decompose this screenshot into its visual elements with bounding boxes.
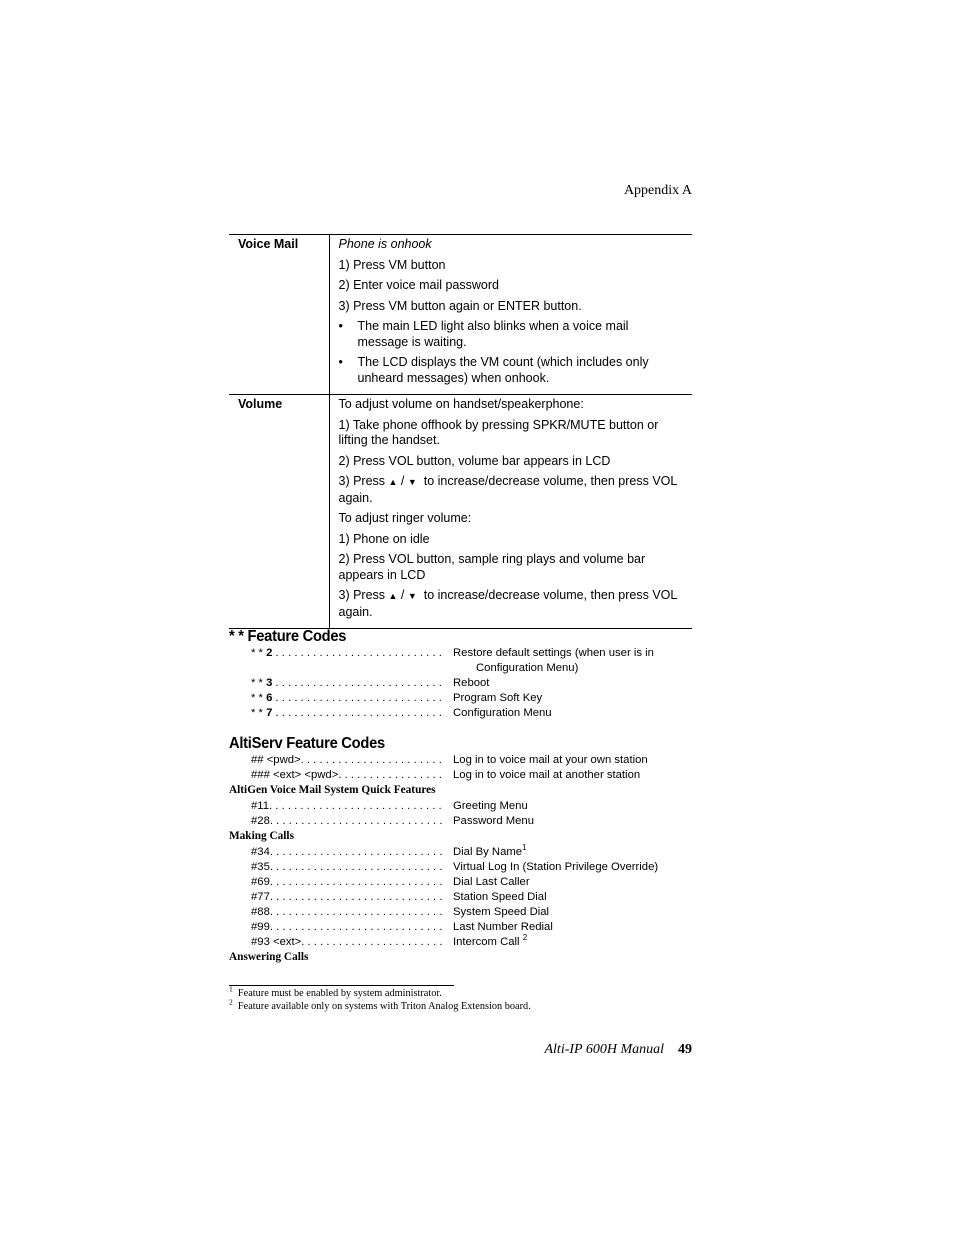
voicemail-condition: Phone is onhook (338, 237, 432, 251)
footnote-text: Feature available only on systems with Triton Analog Extension board. (237, 1001, 531, 1012)
code-description: Virtual Log In (Station Privilege Override) (453, 861, 659, 873)
press-text: 3) Press (338, 588, 386, 602)
bullet-text: The main LED light also blinks when a voice mail message is waiting. (357, 319, 629, 349)
up-arrow-icon: ▲ (388, 591, 398, 601)
feature-code-row (229, 753, 699, 768)
feature-code-row (229, 920, 699, 935)
code-description: Last Number Redial (453, 921, 553, 933)
voicemail-step: 3) Press VM button again or ENTER button. (338, 298, 582, 313)
footnote-divider (229, 985, 454, 986)
feature-code-row (229, 875, 699, 890)
code-description: Restore default settings (when user is in (453, 647, 654, 659)
volume-label: Volume (229, 395, 329, 629)
volume-step: 3) Press ▲ / ▼ to increase/decrease volume, then press VOL again. (338, 474, 677, 505)
altiserv-heading: AltiServ Feature Codes (229, 735, 385, 752)
bullet-text: The LCD displays the VM count (which includes only unheard messages) when onhook. (357, 355, 649, 385)
code-number: 7 (266, 707, 273, 719)
code-cell: #69. . . . . . . . . . . . . . . . . . . . . . . . . . . . (251, 876, 443, 888)
code-cell: #93 <ext>. . . . . . . . . . . . . . . . . . . . . . . (251, 936, 443, 948)
volume-step: 1) Take phone offhook by pressing SPKR/MUTE button or lifting the handset. (338, 417, 659, 447)
code-cell: #34. . . . . . . . . . . . . . . . . . . . . . . . . . . . (251, 846, 443, 858)
code-cell: #11. . . . . . . . . . . . . . . . . . . . . . . . . . . . (251, 800, 442, 812)
voicemail-bullet (339, 319, 683, 350)
voicemail-step: 2) Enter voice mail password (338, 278, 499, 292)
footnote-marker: 1 (522, 843, 527, 853)
feature-code-row (229, 845, 699, 860)
footnote-number: 1 (229, 984, 233, 994)
code-cell: ### <ext> <pwd>. . . . . . . . . . . . . . . . . (251, 769, 442, 781)
code-prefix: * * (251, 707, 267, 719)
making-calls-heading: Making Calls (229, 830, 294, 842)
code-description: Configuration Menu (453, 707, 552, 719)
feature-code-row (229, 676, 699, 691)
code-description: Station Speed Dial (453, 891, 547, 903)
page-number: 49 (678, 1042, 692, 1057)
feature-code-row (229, 890, 699, 905)
code-prefix: * * (251, 677, 267, 689)
code-cell: #35. . . . . . . . . . . . . . . . . . . . . . . . . . . . (251, 861, 443, 873)
description-text: Dial By Name (453, 846, 523, 858)
altiserv-section (229, 735, 699, 966)
feature-code-row (229, 860, 699, 875)
voicemail-label: Voice Mail (229, 235, 329, 395)
code-cell (251, 706, 442, 721)
feature-code-row (229, 935, 699, 950)
code-description: Password Menu (453, 815, 534, 827)
bullet-dot: • (338, 319, 343, 333)
feature-code-row (229, 814, 699, 829)
code-cell: #99. . . . . . . . . . . . . . . . . . . . . . . . . . . . (251, 921, 443, 933)
footnote-text: Feature must be enabled by system administrator. (237, 988, 442, 999)
code-description: Program Soft Key (453, 692, 543, 704)
volume-row (229, 395, 692, 629)
bullet-dot: • (338, 355, 343, 369)
page-footer (544, 1042, 692, 1058)
leader-dots: . . . . . . . . . . . . . . . . . . . . . . . . . . . (272, 707, 442, 719)
feature-code-row (229, 706, 699, 721)
feature-code-row (229, 646, 699, 661)
footnote-marker: 2 (522, 933, 528, 943)
code-cell: #28. . . . . . . . . . . . . . . . . . . . . . . . . . . . (251, 815, 443, 827)
feature-table (229, 234, 692, 629)
page-header: Appendix A (623, 183, 692, 198)
code-cell (251, 676, 442, 691)
code-cell (251, 691, 442, 706)
feature-code-row (229, 691, 699, 706)
code-description: Log in to voice mail at your own station (453, 754, 648, 766)
code-prefix: * * (251, 692, 267, 704)
description-text: Intercom Call (453, 936, 523, 948)
answering-calls-heading: Answering Calls (229, 951, 309, 963)
code-cell: #88. . . . . . . . . . . . . . . . . . . . . . . . . . . . (251, 906, 443, 918)
code-description: Log in to voice mail at another station (453, 769, 641, 781)
code-description: Configuration Menu) (476, 662, 579, 674)
code-description: System Speed Dial (453, 906, 550, 918)
feature-code-row-continued (229, 661, 699, 676)
code-description: Dial Last Caller (453, 876, 530, 888)
press-rest-text: to increase/decrease volume, then press VOL again. (338, 474, 677, 505)
code-description (453, 935, 527, 950)
feature-code-row (229, 905, 699, 920)
leader-dots: . . . . . . . . . . . . . . . . . . . . . . . . . . . (272, 647, 442, 659)
code-cell: #77. . . . . . . . . . . . . . . . . . . . . . . . . . . . (251, 891, 443, 903)
code-description (453, 845, 527, 860)
volume-step: 1) Phone on idle (338, 531, 430, 546)
footnote-number: 2 (229, 997, 233, 1007)
code-description: Reboot (453, 677, 490, 689)
code-number: 2 (266, 647, 273, 659)
leader-dots: . . . . . . . . . . . . . . . . . . . . . . . . . . . (272, 692, 442, 704)
star-codes-heading: * * Feature Codes (229, 628, 347, 645)
volume-ringer-intro: To adjust ringer volume: (338, 511, 472, 525)
down-arrow-icon: ▼ (407, 477, 417, 487)
press-text: 3) Press (338, 474, 386, 488)
code-cell: ## <pwd>. . . . . . . . . . . . . . . . . . . . . . . (251, 754, 442, 766)
footnote (229, 984, 442, 999)
leader-dots: . . . . . . . . . . . . . . . . . . . . . . . . . . . (272, 677, 442, 689)
volume-step: 2) Press VOL button, volume bar appears in LCD (338, 453, 611, 468)
code-description: Greeting Menu (453, 800, 528, 812)
quick-features-heading: AltiGen Voice Mail System Quick Features (229, 784, 436, 796)
volume-step: 2) Press VOL button, sample ring plays and volume bar appears in LCD (338, 552, 646, 582)
code-prefix: * * (251, 647, 267, 659)
up-arrow-icon: ▲ (388, 477, 398, 487)
voicemail-row (229, 235, 692, 395)
feature-code-row (229, 799, 699, 814)
code-cell (251, 646, 442, 661)
volume-description (329, 395, 692, 629)
down-arrow-icon: ▼ (407, 591, 417, 601)
voicemail-bullet (339, 355, 683, 386)
feature-code-row (229, 768, 699, 783)
volume-step: 3) Press ▲ / ▼ to increase/decrease volume, then press VOL again. (338, 588, 677, 619)
code-number: 6 (266, 692, 273, 704)
volume-handset-intro: To adjust volume on handset/speakerphone: (338, 397, 584, 411)
voicemail-description (329, 235, 692, 395)
star-codes-section (229, 628, 699, 721)
manual-title: Alti-IP 600H Manual (544, 1042, 664, 1057)
press-rest-text: to increase/decrease volume, then press VOL again. (338, 588, 677, 619)
footnote (229, 997, 531, 1012)
voicemail-step: 1) Press VM button (338, 257, 446, 272)
code-number: 3 (266, 677, 273, 689)
